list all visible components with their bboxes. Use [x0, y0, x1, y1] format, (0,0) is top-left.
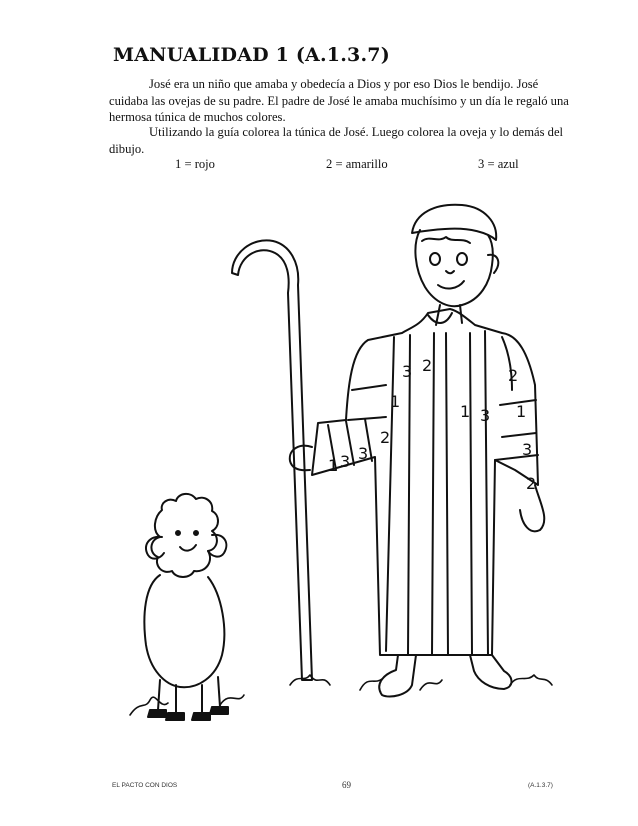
grass	[130, 675, 552, 715]
tunic-number: 3	[358, 444, 369, 463]
coloring-illustration	[90, 185, 570, 745]
sheep	[144, 494, 228, 720]
tunic-number: 3	[340, 452, 351, 471]
tunic-number: 2	[422, 356, 433, 375]
tunic-number: 1	[328, 456, 339, 475]
story-text: José era un niño que amaba y obedecía a Dios y por eso Dios le bendijo. José cuidaba las ovejas de su padre. El padre de José le amaba muchísimo y un día le regaló una hermosa túnica de muchos colores.	[109, 77, 569, 124]
tunic-number: 2	[508, 366, 519, 385]
tunic-number: 3	[402, 362, 413, 381]
legend-yellow: 2 = amarillo	[326, 157, 388, 171]
shepherd-staff	[232, 240, 312, 680]
tunic-number: 1	[390, 392, 401, 411]
tunic-number: 2	[380, 428, 391, 447]
jose-feet	[379, 655, 511, 697]
legend-red: 1 = rojo	[175, 157, 215, 171]
tunic-number: 1	[516, 402, 527, 421]
tunic-number: 3	[522, 440, 533, 459]
tunic-number-guide	[328, 356, 536, 493]
tunic-number: 2	[526, 474, 537, 493]
tunic-number: 3	[480, 406, 491, 425]
instructions-paragraph	[109, 124, 579, 157]
footer-book-title: EL PACTO CON DIOS	[112, 782, 178, 789]
story-paragraph	[109, 76, 579, 126]
page-number: 69	[342, 780, 351, 790]
tunic-number: 1	[460, 402, 471, 421]
footer-lesson-code: (A.1.3.7)	[528, 782, 553, 789]
page-title: MANUALIDAD 1 (A.1.3.7)	[113, 44, 390, 66]
legend-blue: 3 = azul	[478, 157, 519, 171]
instructions-text: Utilizando la guía colorea la túnica de José. Luego colorea la oveja y lo demás del dibujo.	[109, 125, 564, 156]
jose-head	[412, 205, 498, 325]
